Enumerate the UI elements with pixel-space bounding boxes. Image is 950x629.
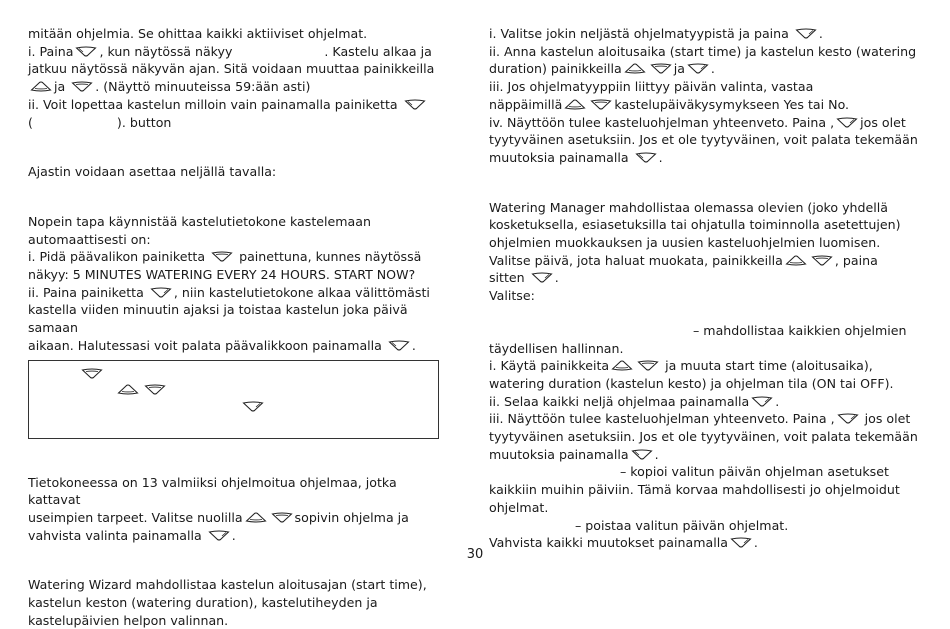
down-button-icon [637, 360, 659, 371]
text-line: iii. Jos ohjelmatyyppiin liittyy päivän valinta, vastaa [489, 79, 814, 95]
right-button-icon [837, 413, 859, 424]
text-line: – poistaa valitun päivän ohjelmat. [575, 517, 789, 533]
text-line: kastella viiden minuutin ajaksi ja toistaa kastelun joka päivä samaan [28, 302, 408, 336]
text-line: Watering Wizard mahdollistaa kastelun aloitusajan (start time), [28, 577, 427, 593]
text-line: – kopioi valitun päivän ohjelman asetukset [620, 464, 889, 480]
text-line: iv. Näyttöön tulee kasteluohjelman yhteenveto. Paina , jos olet [489, 114, 906, 130]
right-column [489, 25, 939, 552]
left-button-icon [635, 152, 657, 163]
right-button-icon [531, 272, 553, 283]
text-line: i. Valitse jokin neljästä ohjelmatyypistä ja paina . [489, 26, 823, 41]
text-line: ohjelmien muokkauksen ja uusien kasteluohjelmien luomisen. [489, 235, 881, 251]
right-button-icon [795, 28, 817, 39]
text-line: useimpien tarpeet. Valitse nuolilla sopivin ohjelma ja [28, 509, 409, 525]
text-line: Tietokoneessa on 13 valmiiksi ohjelmoitua ohjelmaa, jotka kattavat [28, 474, 397, 508]
text-line: ohjelmat. [489, 499, 549, 515]
text-line: duration) painikkeilla ja . [489, 61, 715, 77]
up-button-icon [785, 255, 807, 266]
text-line: kastelupäivien helpon valinnan. [28, 612, 229, 628]
up-button-icon [624, 63, 646, 74]
text-line: ja . (Näyttö minuuteissa 59:ään asti) [28, 78, 444, 96]
text-line: aikaan. Halutessasi voit palata päävalikkoon painamalla . [28, 337, 416, 353]
up-button-icon [30, 81, 52, 92]
up-button-icon [611, 360, 633, 371]
text-line: Ajastin voidaan asettaa neljällä tavalla: [28, 164, 277, 180]
down-button-icon [271, 512, 293, 523]
text-line: Vahvista kaikki muutokset painamalla . [489, 535, 758, 551]
text-line: Valitse: [489, 288, 535, 304]
text-line: kastelun keston (watering duration), kastelutiheyden ja [28, 595, 378, 611]
text-line: muutoksia painamalla . [489, 446, 659, 462]
up-button-icon [117, 384, 139, 395]
text-line: kosketuksella, esiasetuksilla tai ohjatulla toiminnolla asetettujen) [489, 217, 901, 233]
down-button-icon [650, 63, 672, 74]
right-button-icon [751, 396, 773, 407]
text-line: täydellisen hallinnan. [489, 340, 624, 356]
up-button-icon [564, 99, 586, 110]
text-line: muutoksia painamalla . [489, 149, 663, 165]
right-button-icon [208, 530, 230, 541]
text-line: iii. Näyttöön tulee kasteluohjelman yhteenveto. Paina , jos olet [489, 411, 911, 427]
text-line: mitään ohjelmia. Se ohittaa kaikki aktiiviset ohjelmat. [28, 26, 368, 41]
down-button-icon [811, 255, 833, 266]
down-button-icon [590, 99, 612, 110]
left-button-icon [75, 46, 97, 57]
text-line: tyytyväinen asetuksiin. Jos et ole tyytyväinen, voit palata tekemään [489, 132, 918, 148]
text-line: watering duration (kastelun kesto) ja ohjelman tila (ON tai OFF). [489, 375, 894, 391]
text-line: i. Paina , kun näytössä näkyy . Kastelu alkaa ja [28, 43, 432, 59]
text-line: näppäimillä kastelupäiväkysymykseen Yes tai No. [489, 96, 850, 112]
text-line: näkyy: 5 MINUTES WATERING EVERY 24 HOURS. START NOW? [28, 267, 416, 283]
text-line: sitten . [489, 270, 559, 286]
right-button-icon [687, 63, 709, 74]
text-line: Watering Manager mahdollistaa olemassa olevien (joko yhdellä [489, 199, 888, 215]
down-button-icon [81, 368, 103, 379]
text-line: – mahdollistaa kaikkien ohjelmien [693, 322, 907, 338]
up-button-icon [245, 512, 267, 523]
text-line: automaattisesti on: [28, 231, 151, 247]
text-line: kaikkiin muihin päiviin. Tämä korvaa mahdollisesti jo ohjelmoidut [489, 482, 900, 498]
page-number: 30 [466, 547, 484, 562]
text-line: ( ). button [28, 114, 172, 130]
right-button-icon [150, 287, 172, 298]
text-line: jatkuu näytössä näkyvän ajan. Sitä voidaan muuttaa painikkeilla [28, 61, 435, 77]
text-line: i. Käytä painikkeita ja muuta start time (aloitusaika), [489, 358, 873, 374]
down-button-icon [211, 251, 233, 262]
down-button-icon [71, 81, 93, 92]
display-illustration-box [28, 360, 439, 439]
right-button-icon [836, 117, 858, 128]
text-line: Nopein tapa käynnistää kastelutietokone kastelemaan [28, 213, 371, 229]
left-column [28, 25, 444, 629]
text-line: ii. Selaa kaikki neljä ohjelmaa painamalla . [489, 393, 780, 409]
text-line: tyytyväinen asetuksiin. Jos et ole tyytyväinen, voit palata tekemään [489, 429, 918, 445]
left-button-icon [388, 340, 410, 351]
text-line: Valitse päivä, jota haluat muokata, painikkeilla , paina [489, 252, 878, 268]
text-line: i. Pidä päävalikon painiketta painettuna, kunnes näytössä [28, 249, 422, 265]
left-button-icon [631, 449, 653, 460]
left-button-icon [404, 99, 426, 110]
down-button-icon [144, 384, 166, 395]
right-button-icon [242, 401, 264, 412]
text-line: vahvista valinta painamalla . [28, 527, 236, 543]
text-line: ii. Paina painiketta , niin kastelutietokone alkaa välittömästi [28, 284, 430, 300]
text-line: ii. Voit lopettaa kastelun milloin vain painamalla painiketta [28, 96, 444, 114]
text-line: ii. Anna kastelun aloitusaika (start time) ja kastelun kesto (watering [489, 43, 917, 59]
